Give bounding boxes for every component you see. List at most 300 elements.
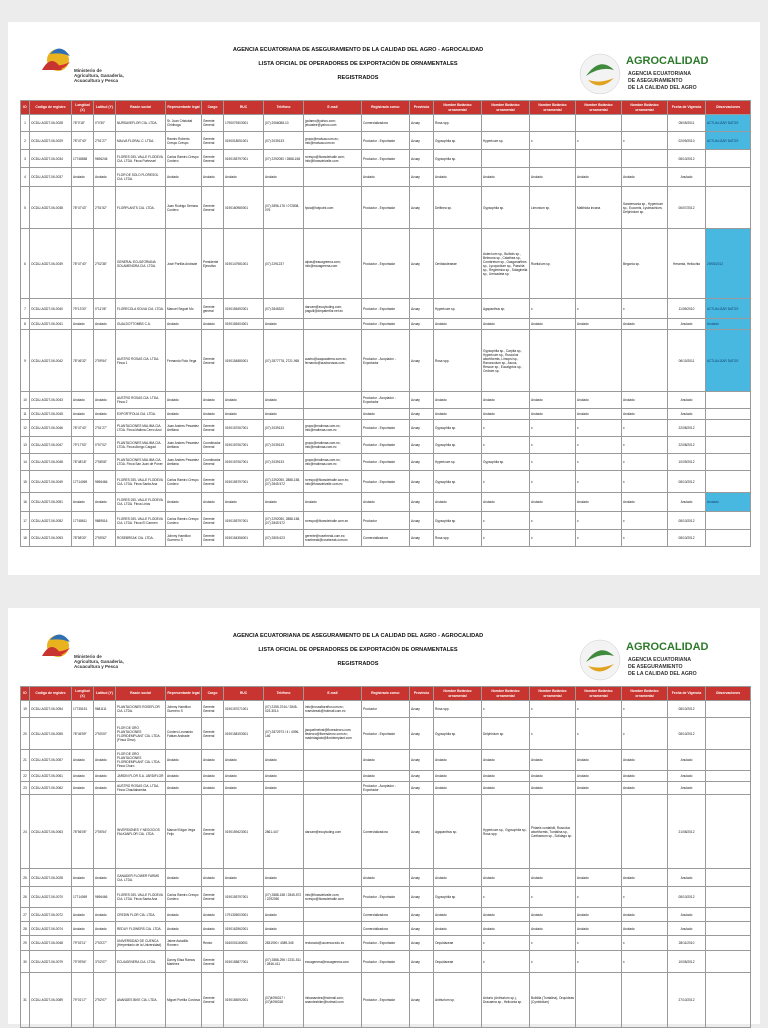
cell-botanical-name-5: x [622,454,668,471]
table-row [21,530,751,547]
cell-botanical-name-2: Anulado [482,908,530,922]
cell-latitude: 2°51'52" [94,187,116,229]
cell-botanical-name-5: x [622,299,668,319]
cell-registered-as: Comercializadora [362,795,410,869]
cell-email: grupo@malvaa.com.ec; info@malvaa.com.ec [304,132,362,150]
cell-id: 24 [21,795,30,869]
cell-botanical-name-4: Anulado [576,908,622,922]
cell-phone: (07) 2877778, 2721-965 [264,330,304,392]
cell-longitude: 17714069 [72,471,94,493]
cell-latitude: 2°50'00" [94,718,116,750]
cell-botanical-name-2: Anturio (Anthurium sp.), Dracaena sp., Heliconia sp. [482,973,530,1028]
cell-ruc: 0190018051001 [224,132,264,150]
cell-latitude: Anulado [94,922,116,936]
cell-legal-representative: Danny Elisa Ramos Martínez [166,951,202,973]
cell-registered-as: Productor - Exportador [362,437,410,454]
cell-province: Azuay [410,471,434,493]
cell-ruc: Anulado [224,771,264,782]
cell-botanical-name-1: Rosa spp. [434,530,482,547]
cell-latitude: 0°0'30" [94,115,116,132]
cell-legal-representative: Miguel Portilla Cordova [166,973,202,1028]
cell-email [304,771,362,782]
cell-province: Azuay [410,795,434,869]
cell-botanical-name-3: x [530,936,576,951]
cell-registration-code: OCDU-AGDT-06-0039 [30,229,72,299]
cell-email [304,922,362,936]
cell-botanical-name-3: Phlaeis cordafolii, Ruscolus abortiformis, Tuntalina sp., Carthamum sp., Solidago sp. [530,795,576,869]
cell-botanical-name-4 [576,973,622,1028]
cell-botanical-name-4: Anulado [576,922,622,936]
cell-longitude: Anulado [72,908,94,922]
cell-botanical-name-1: Hypericum sp. [434,454,482,471]
cell-validity-date: 06/10/2011 [668,330,706,392]
cell-email: grupo@malimaa.com.ec; info@malimaa.com.ec [304,437,362,454]
cell-botanical-name-1: Rosa spp. [434,330,482,392]
table-row [21,132,751,150]
cell-observations: 29/08/2012 [706,229,751,299]
cell-validity-date: 05/05/2011 [668,115,706,132]
cell-phone: (07) 2896-176 / 072808-076 [264,187,304,229]
cell-validity-date: Anulado [668,409,706,420]
cell-registered-as: Anulado [362,750,410,771]
cell-legal-representative: Anulado [166,750,202,771]
column-header-latitude: Latitud (Y) [94,687,116,701]
cell-longitude: 78°47'40" [72,420,94,437]
table-row [21,922,751,936]
cell-latitude: 2°51'27" [94,132,116,150]
cell-botanical-name-3: Anulado [530,409,576,420]
cell-botanical-name-5: x [622,420,668,437]
cell-longitude: 79°02'11" [72,936,94,951]
cell-botanical-name-5: x [622,530,668,547]
cell-botanical-name-4 [576,330,622,392]
cell-validity-date: Anulado [668,750,706,771]
column-header-botanical-name-2: Nombre Botánico ornamental [482,687,530,701]
cell-registered-as: Anulado [362,869,410,887]
cell-email: grupo@malimaa.com.ec; info@malimaa.com.ec [304,454,362,471]
cell-email: rcrespo@flowsdelvalle.com.ec; info@flowsdelvalle.com.ec [304,471,362,493]
cell-registration-code: OCDU-AGDT-06-0043 [30,392,72,409]
cell-botanical-name-1: Anulado [434,869,482,887]
cell-legal-representative: Anulado [166,409,202,420]
cell-botanical-name-5: Anulado [622,493,668,512]
cell-province: Azuay [410,530,434,547]
cell-longitude: Anulado [72,493,94,512]
cell-botanical-name-1: Anulado [434,493,482,512]
cell-latitude: Anulado [94,409,116,420]
cell-validity-date: Anulado [668,392,706,409]
cell-ruc: 0190155797001 [224,887,264,908]
cell-registered-as: Productor [362,701,410,718]
cell-province: Azuay [410,750,434,771]
cell-observations [706,908,751,922]
cell-botanical-name-4: Anulado [576,869,622,887]
cell-validity-date: 11/09/2010 [668,299,706,319]
table-row [21,750,751,771]
cell-ruc: 0190157067001 [224,454,264,471]
column-header-province: Provincia [410,687,434,701]
cell-registration-code: OCDU-AGDT-06-0057 [30,750,72,771]
cell-province: Azuay [410,229,434,299]
cell-id: 2 [21,132,30,150]
cell-id: 21 [21,750,30,771]
ministry-logo [38,626,128,678]
cell-botanical-name-2: x [482,437,530,454]
cell-ruc: 0190157067001 [224,437,264,454]
cell-legal-representative: Johnny Hamilton Guerrero S [166,530,202,547]
cell-validity-date: Anulado [668,782,706,795]
cell-longitude: Anulado [72,168,94,187]
cell-botanical-name-3 [530,115,576,132]
cell-legal-representative: Anulado [166,392,202,409]
report-status-title: REGISTRADOS [337,661,379,667]
cell-position: Gerente General [202,951,224,973]
cell-email: alpas@eauagreena.com; info@eauagreena.com [304,229,362,299]
cell-validity-date: Heramia, Heliochia [668,229,706,299]
cell-ruc: Anulado [224,493,264,512]
cell-observations: ACTUALIZAR DATOS [706,132,751,150]
cell-phone: 2831900 / 4089-345 [264,936,304,951]
cell-registered-as: Productor - Exportador [362,471,410,493]
cell-observations [706,782,751,795]
column-header-longitude: Longitud (X) [72,101,94,115]
cell-botanical-name-1: Anulado [434,409,482,420]
cell-business-name: UNIVERSIDAD DE CUENCA (Herpentario de la Universidad) [116,936,166,951]
cell-botanical-name-3: Anulado [530,319,576,330]
cell-latitude: 2°55'52" [94,530,116,547]
cell-botanical-name-2: Anulado [482,493,530,512]
cell-registration-code: OCDU-AGDT-06-0045 [30,409,72,420]
cell-province: Azuay [410,922,434,936]
cell-longitude: 78°0'18" [72,115,94,132]
cell-botanical-name-1: Gypsophila sp. [434,150,482,168]
cell-botanical-name-3: Anulado [530,782,576,795]
cell-latitude: Anulado [94,869,116,887]
cell-observations [706,922,751,936]
cell-validity-date: Anulado [668,771,706,782]
cell-email: infoanandes@hotmail.com; anandesbike@hotmail.com [304,973,362,1028]
cell-phone: (07) 2039133 [264,420,304,437]
cell-legal-representative: Cordero Leonardo Fabian Andrade [166,718,202,750]
cell-validity-date: 08/10/2012 [668,150,706,168]
cell-position: Gerente General [202,795,224,869]
cell-position: Coordinador General [202,454,224,471]
cell-registered-as: Productor - Exportador [362,887,410,908]
cell-ruc: 0190155492001 [224,299,264,319]
cell-ruc: 1790079303001 [224,115,264,132]
cell-latitude: Anulado [94,750,116,771]
column-header-longitude: Longitud (X) [72,687,94,701]
cell-botanical-name-4: Anulado [576,771,622,782]
cell-registered-as: Productor - Exportador [362,454,410,471]
cell-longitude: 79°17'53" [72,437,94,454]
cell-registered-as: Anulado [362,168,410,187]
cell-longitude: 78°46'59" [72,718,94,750]
cell-business-name: FLOR DE ORO PLANTACIONES FLORIDEMPLANT CIA. LTDA. (Finca Olmo) [116,718,166,750]
column-header-registration-code: Codigo de registro [30,101,72,115]
cell-legal-representative: Anulado [166,493,202,512]
column-header-ruc: RUC [224,687,264,701]
cell-observations: Anulado [706,319,751,330]
cell-latitude: 2°58'08" [94,454,116,471]
cell-latitude: Anulado [94,493,116,512]
cell-registration-code: OCDU-AGDT-06-0054 [30,701,72,718]
cell-botanical-name-4: Anulado [576,168,622,187]
cell-province: Azuay [410,132,434,150]
cell-id: 6 [21,229,30,299]
brand-sub-2: DE ASEGURAMIENTO [628,78,683,84]
cell-botanical-name-2: Anulado [482,168,530,187]
cell-botanical-name-2: Anulado [482,869,530,887]
cell-email [304,908,362,922]
cell-province: Azuay [410,936,434,951]
table-row [21,701,751,718]
cell-registered-as: Productor - Exportador [362,132,410,150]
cell-legal-representative: Anulado [166,319,202,330]
cell-position: Gerente General [202,132,224,150]
ministry-line-3: Acuacultura y Pesca [74,78,119,83]
cell-botanical-name-5 [622,150,668,168]
table-row [21,437,751,454]
cell-botanical-name-4: x [576,718,622,750]
cell-observations [706,869,751,887]
report-list-title: LISTA OFICIAL DE OPERADORES DE EXPORTACIÓN DE ORNAMENTALES [258,647,458,653]
cell-botanical-name-4: x [576,512,622,530]
cell-botanical-name-5: Begonia sp. [622,229,668,299]
cell-observations [706,973,751,1028]
cell-position: Anulado [202,392,224,409]
cell-latitude: Anulado [94,392,116,409]
column-header-registration-code: Codigo de registro [30,687,72,701]
cell-legal-representative: Anulado [166,922,202,936]
cell-botanical-name-1: Gypsophila sp. [434,132,482,150]
cell-province: Azuay [410,771,434,782]
cell-position: Anulado [202,908,224,922]
cell-province: Azuay [410,869,434,887]
column-header-id: ID [21,101,30,115]
cell-latitude: 2°52'38" [94,229,116,299]
cell-position: Anulado [202,409,224,420]
cell-legal-representative: Carlos Ramiro Crespo Cordero [166,887,202,908]
cell-business-name: AUSTRO ROSAS CIA. LTDA. Finca Chaullabamba [116,782,166,795]
cell-legal-representative: Anulado [166,771,202,782]
cell-botanical-name-3: Anulado [530,392,576,409]
cell-validity-date: 22/08/2012 [668,420,706,437]
cell-observations: ACTUALIZAR DATOS [706,330,751,392]
column-header-legal-representative: Representante legal [166,101,202,115]
cell-position: Presidente Ejecutivo [202,229,224,299]
cell-phone: (07) 2066088-10 [264,115,304,132]
cell-botanical-name-1: Gypsophila sp. [434,887,482,908]
cell-business-name: FLORES DEL VALLE FLODEVA CIA. LTDA. Finca Lirios [116,493,166,512]
cell-registration-code: OCDU-AGDT-06-0034 [30,150,72,168]
cell-registration-code: OCDU-AGDT-06-0028 [30,115,72,132]
cell-registration-code: OCDU-AGDT-06-0040 [30,299,72,319]
cell-registration-code: OCDU-AGDT-06-0053 [30,530,72,547]
cell-legal-representative: Anulado [166,908,202,922]
cell-phone: (07)4096317 / (07)4096318 [264,973,304,1028]
cell-botanical-name-1: Anulado [434,782,482,795]
cell-registered-as: Productor - Exportador [362,936,410,951]
column-header-latitude: Latitud (Y) [94,101,116,115]
cell-botanical-name-4: x [576,454,622,471]
cell-botanical-name-2: Anulado [482,922,530,936]
table-row [21,869,751,887]
cell-botanical-name-4: x [576,936,622,951]
cell-botanical-name-3 [530,330,576,392]
cell-email: jpclamo@yahoo.com; jeluaslee@yahoo.com [304,115,362,132]
brand-sub-3: DE LA CALIDAD DEL AGRO [628,671,697,677]
cell-botanical-name-1: Anulado [434,168,482,187]
column-header-id: ID [21,687,30,701]
column-header-botanical-name-5: Nombre Botánico ornamental [622,687,668,701]
cell-province: Azuay [410,420,434,437]
cell-business-name: INVERSIONES Y NEGOCIOS FALKANFLOR CIA. LTDA. [116,795,166,869]
cell-botanical-name-5: x [622,437,668,454]
column-header-botanical-name-5: Nombre Botánico ornamental [622,101,668,115]
cell-phone: (07) 2039133 [264,454,304,471]
cell-botanical-name-3: Anulado [530,750,576,771]
cell-phone: Anulado [264,782,304,795]
column-header-botanical-name-1: Nombre Botánico ornamental [434,101,482,115]
cell-botanical-name-1: Anulado [434,750,482,771]
table-row [21,319,751,330]
cell-business-name: GENERAL ECUATORIANA SOLAMENDRA CIA. LTDA. [116,229,166,299]
cell-business-name: REDUY FLOWERS CIA. LTDA. [116,922,166,936]
cell-longitude: Anulado [72,869,94,887]
cell-ruc: 0190159423001 [224,795,264,869]
table-row [21,887,751,908]
column-header-position: Cargo [202,101,224,115]
cell-botanical-name-2: x [482,420,530,437]
cell-observations [706,530,751,547]
cell-botanical-name-1: Agapanthus sp. [434,795,482,869]
brand-sub-2: DE ASEGURAMIENTO [628,664,683,670]
column-header-botanical-name-2: Nombre Botánico ornamental [482,101,530,115]
cell-registered-as: Productor - Exportador [362,973,410,1028]
cell-phone: (07) 2888-158 / 2845-572 / 2292050 [264,887,304,908]
cell-registered-as: Productor - Exportador [362,299,410,319]
column-header-legal-representative: Representante legal [166,687,202,701]
column-header-botanical-name-3: Nombre Botánico ornamental [530,687,576,701]
cell-botanical-name-2: Anulado [482,392,530,409]
cell-botanical-name-1: Orquidaceae [434,951,482,973]
column-header-phone: Teléfono [264,101,304,115]
cell-observations [706,454,751,471]
cell-business-name: FLORPLANTS CIA. LTDA. [116,187,166,229]
column-header-validity-date: Fecha de Vigencia [668,687,706,701]
column-header-email: E-mail [304,101,362,115]
cell-province: Azuay [410,168,434,187]
table-row [21,512,751,530]
cell-latitude: 9696466 [94,471,116,493]
cell-registered-as: Anulado [362,771,410,782]
cell-botanical-name-5: x [622,512,668,530]
cell-email: info@flowsdelvalle.com; rcrespo@flowsdelvalle.com [304,887,362,908]
cell-id: 10 [21,392,30,409]
ministry-logo [38,40,128,92]
cell-botanical-name-4: x [576,299,622,319]
cell-longitude: Anulado [72,782,94,795]
cell-observations [706,795,751,869]
cell-registration-code: OCDU-AGDT-06-0047 [30,437,72,454]
cell-botanical-name-4: Anulado [576,782,622,795]
cell-registration-code: OCDU-AGDT-06-0049 [30,471,72,493]
cell-position: Gerente General [202,471,224,493]
cell-botanical-name-1: Rosa spp. [434,115,482,132]
cell-email: ecuagenera@ecuagenera.com [304,951,362,973]
cell-position: Gerente General [202,718,224,750]
cell-legal-representative: Juan Andres Pesantez Arellana [166,437,202,454]
cell-business-name: PLANTACIONES MALIMA CIA. LTDA. Finca San Juan de Poner [116,454,166,471]
cell-validity-date: 27/10/2012 [668,973,706,1028]
cell-botanical-name-4: x [576,951,622,973]
column-header-registered-as: Registrado como: [362,101,410,115]
cell-botanical-name-2: x [482,530,530,547]
cell-longitude: 78°47'40" [72,132,94,150]
cell-id: 19 [21,701,30,718]
cell-province: Azuay [410,908,434,922]
cell-latitude: Anulado [94,782,116,795]
cell-botanical-name-4: Anulado [576,493,622,512]
cell-ruc: 0190155797001 [224,150,264,168]
table-row [21,718,751,750]
operators-table [20,686,751,1028]
cell-id: 15 [21,471,30,493]
cell-id: 30 [21,951,30,973]
cell-position: Anulado [202,750,224,771]
cell-business-name: GUALDOTTOMBS C.A. [116,319,166,330]
cell-botanical-name-1: Rosa spp. [434,701,482,718]
cell-id: 22 [21,771,30,782]
cell-longitude: 79°09'54" [72,951,94,973]
cell-botanical-name-3: Anulado [530,493,576,512]
cell-ruc: 0190154356001 [224,530,264,547]
table-row [21,299,751,319]
cell-botanical-name-2: x [482,471,530,493]
cell-ruc: 0160001160001 [224,936,264,951]
cell-botanical-name-4: x [576,132,622,150]
cell-validity-date: 08/10/2012 [668,718,706,750]
cell-email [304,168,362,187]
cell-position: Anulado [202,771,224,782]
cell-registered-as: Productor - Exportador [362,150,410,168]
cell-ruc: Anulado [224,750,264,771]
cell-botanical-name-5: x [622,887,668,908]
cell-latitude: 0°11'06" [94,299,116,319]
cell-botanical-name-4: Anulado [576,750,622,771]
report-list-title: LISTA OFICIAL DE OPERADORES DE EXPORTACIÓN DE ORNAMENTALES [258,61,458,67]
cell-email: gerente@rosebreak.com.ec; rosebreak@rosebreak.com.ec [304,530,362,547]
cell-validity-date: Anulado [668,493,706,512]
cell-longitude: 79°13'30" [72,299,94,319]
cell-email: grupo@malimaa.com.ec; info@malimaa.com.ec [304,420,362,437]
cell-phone: (07) 2255-3744 / 2845-023-3014 [264,701,304,718]
cell-position: Gerente general [202,299,224,319]
cell-botanical-name-5 [622,330,668,392]
cell-botanical-name-4: Anulado [576,409,622,420]
cell-registration-code: OCDU-AGDT-06-0063 [30,795,72,869]
cell-phone: Anulado [264,392,304,409]
cell-province: Azuay [410,718,434,750]
cell-email [304,750,362,771]
cell-botanical-name-3: x [530,454,576,471]
cell-ruc: Anulado [224,409,264,420]
table-row [21,409,751,420]
cell-phone: (07) 2888-296 / 2231-511 / 2846-411 [264,951,304,973]
cell-observations [706,718,751,750]
cell-registered-as: Anulado [362,409,410,420]
